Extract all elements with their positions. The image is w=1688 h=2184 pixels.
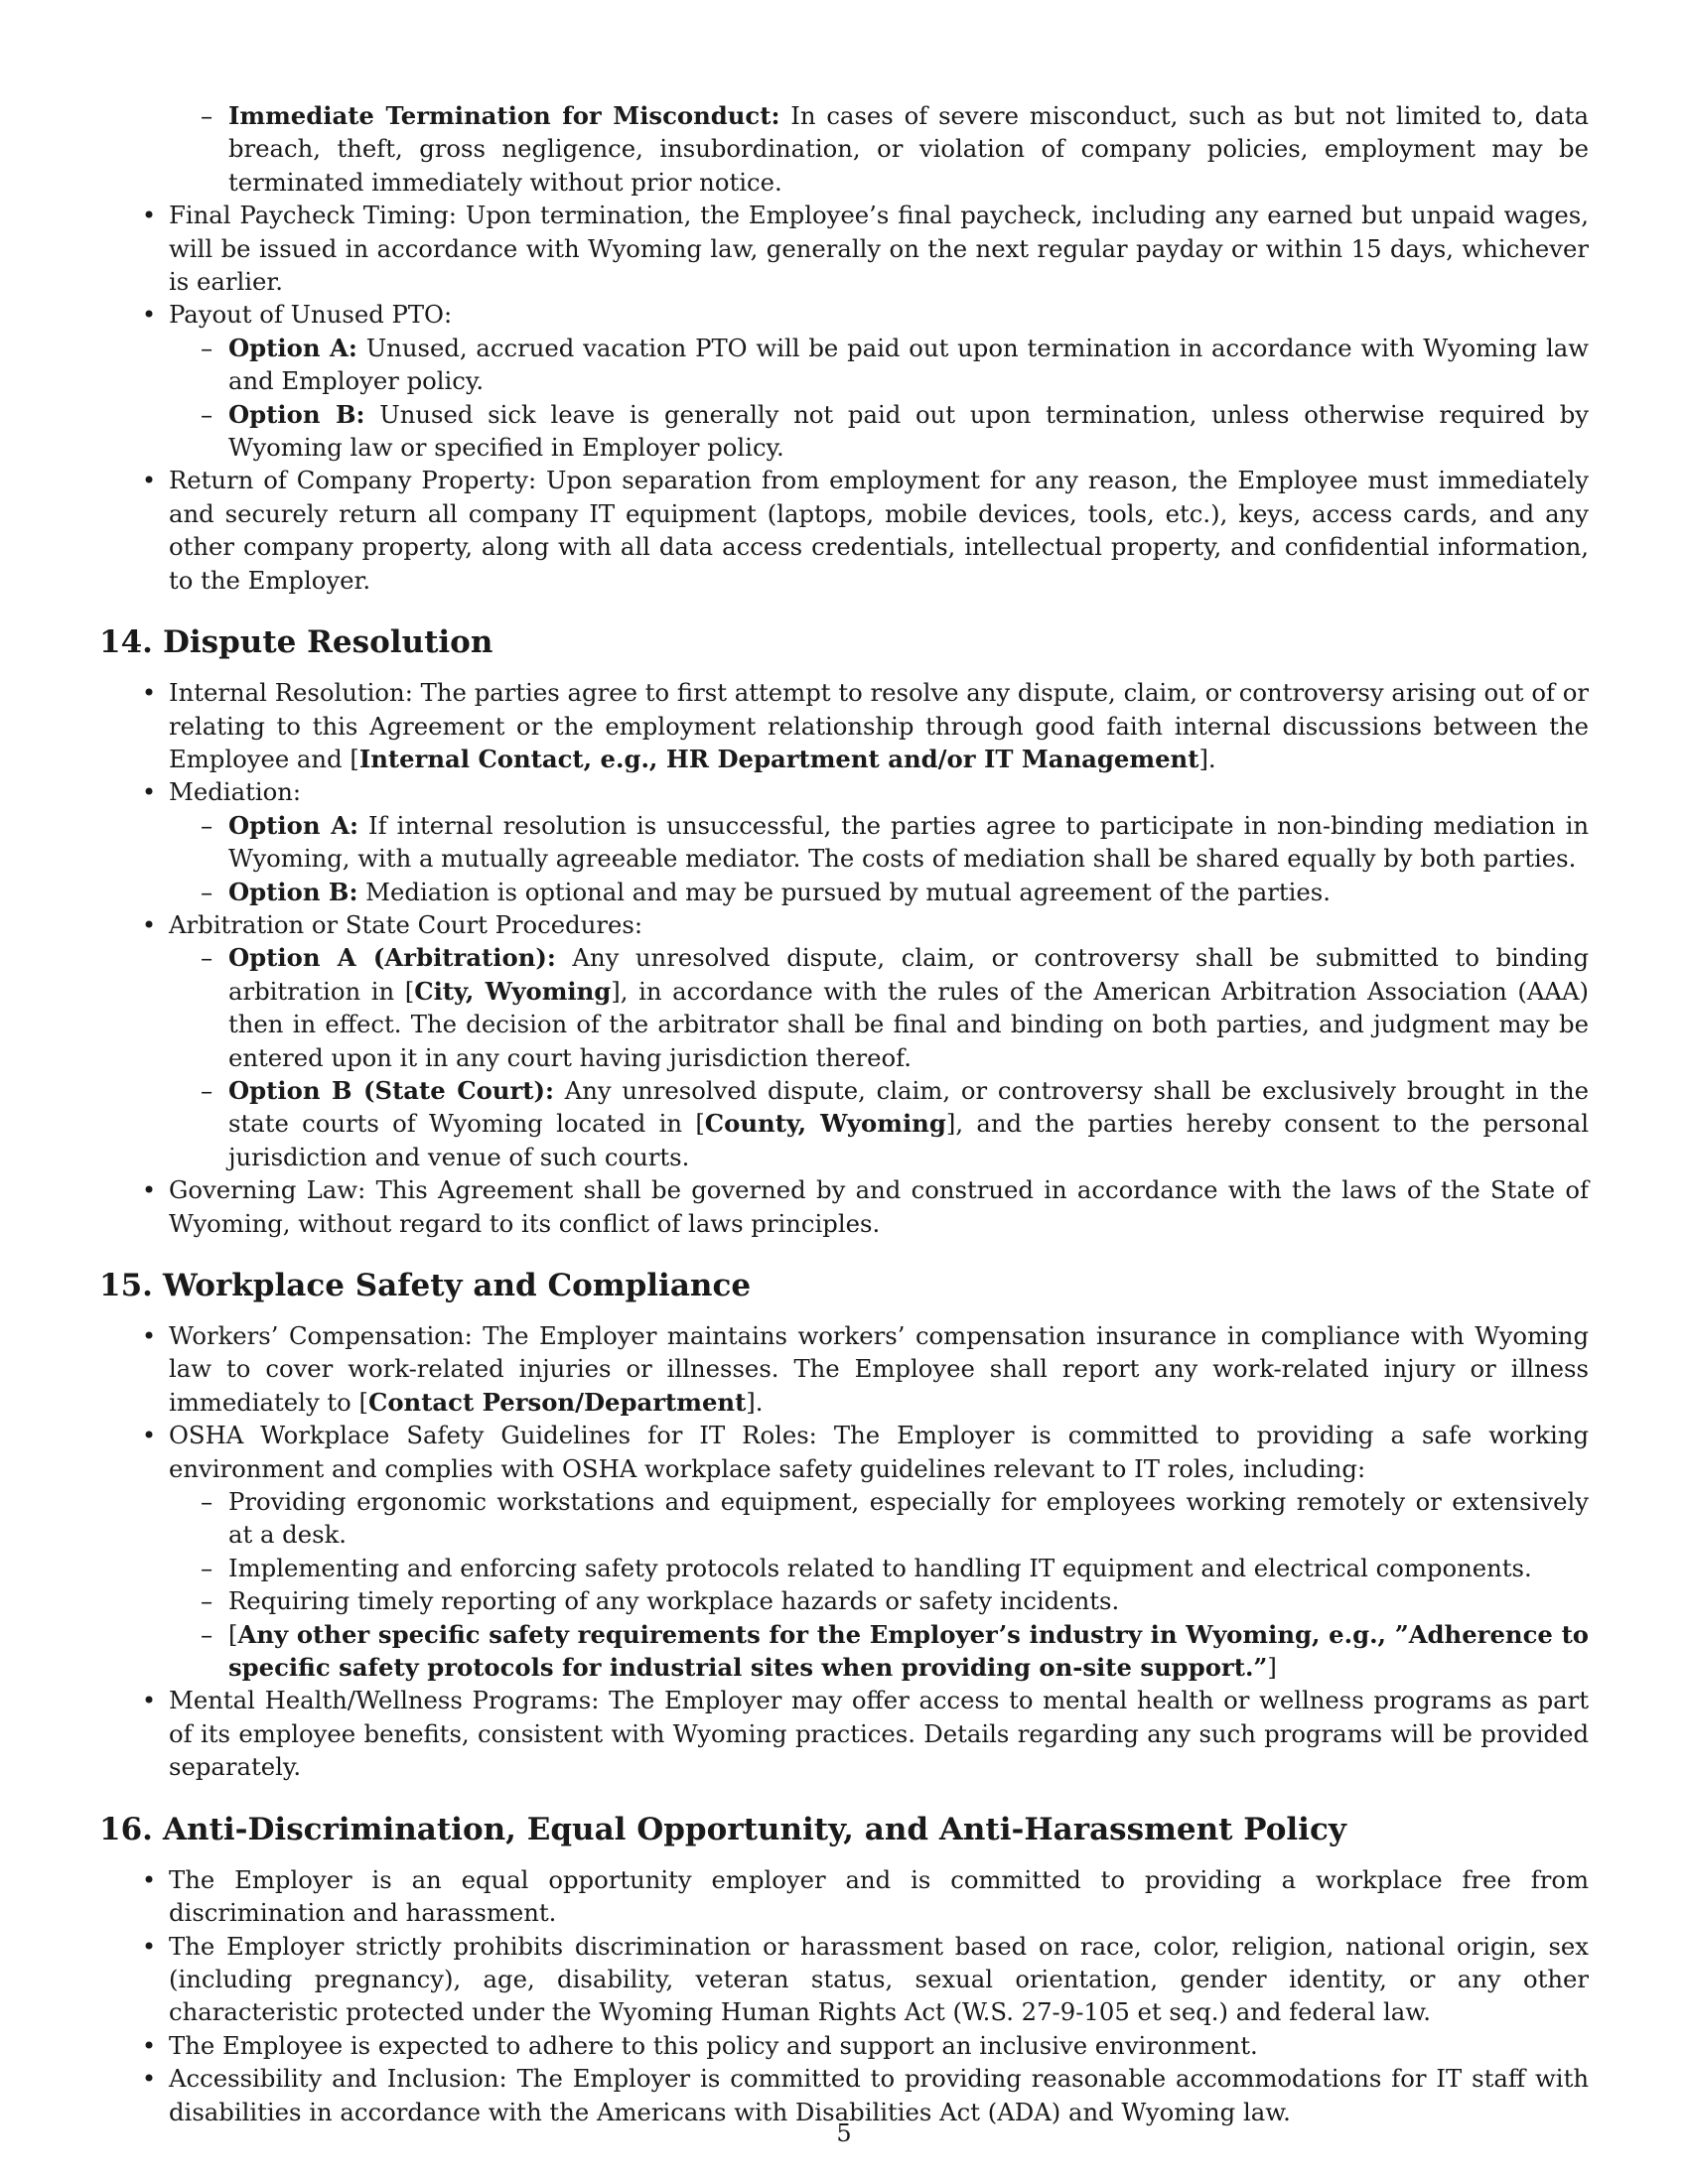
- text-run: Requiring timely reporting of any workplace hazards or safety incidents.: [228, 1586, 1120, 1616]
- section-number: 14.: [99, 624, 153, 661]
- page-number: 5: [836, 2119, 852, 2147]
- text-run: ], and the parties hereby consent to the personal jurisdiction and venue of such courts.: [228, 1109, 1589, 1171]
- bullet-marker: •: [141, 1864, 157, 1894]
- bold-text: Internal Contact, e.g., HR Department and/or IT Management: [358, 744, 1199, 773]
- section-16: [99, 1810, 1589, 2128]
- list-item: [99, 775, 1589, 908]
- dash-marker: –: [201, 101, 213, 130]
- text-run: ].: [1198, 744, 1216, 773]
- section-15: [99, 1266, 1589, 1784]
- text-run: OSHA Workplace Safety Guidelines for IT Roles: The Employer is committed to providing a safe working environment and complies with OSHA workplace safety guidelines relevant to IT roles, including:: [169, 1421, 1589, 1483]
- document-page: [99, 99, 1589, 2128]
- sub-item: [169, 398, 1589, 465]
- text-run: Any unresolved dispute, claim, or controversy shall be submitted to binding arbitration in [: [228, 943, 1590, 1006]
- sub-item: [169, 1485, 1589, 1552]
- section-title: Workplace Safety and Compliance: [163, 1268, 752, 1303]
- text-run: Mediation is optional and may be pursued by mutual agreement of the parties.: [357, 877, 1332, 906]
- section-title: Anti-Discrimination, Equal Opportunity, and Anti-Harassment Policy: [163, 1811, 1346, 1847]
- item-text: Return of Company Property: Upon separation from employment for any reason, the Employee must immediately and securely return all company IT equipment (laptops, mobile devices, tools, etc.), keys, access cards, and any other company property, along with all data access credentials, intellectual property, and confidential information, to the Employer.: [169, 466, 1589, 595]
- text-run: Internal Resolution: The parties agree to first attempt to resolve any dispute, claim, or controversy arising out of or relating to this Agreement or the employment relationship through good faith internal discussions between the Employee and [: [169, 678, 1589, 773]
- list-item: [99, 1863, 1589, 1930]
- text-run: Mental Health/Wellness Programs: The Employer may offer access to mental health or wellness programs as part of its employee benefits, consistent with Wyoming practices. Details regarding any such programs will be provided separately.: [169, 1686, 1589, 1782]
- item-text: Final Paycheck Timing: Upon termination, the Employee’s final paycheck, including any earned but unpaid wages, will be issued in accordance with Wyoming law, generally on the next regular payday or within 15 days, whichever is earlier.: [169, 201, 1589, 297]
- sub-item: [169, 1074, 1589, 1173]
- dash-marker: –: [201, 810, 213, 840]
- list-item: [99, 676, 1589, 775]
- sub-item-label: Option B:: [228, 399, 365, 429]
- bold-text: Option A:: [228, 810, 359, 840]
- text-run: Any unresolved dispute, claim, or controversy shall be exclusively brought in the state courts of Wyoming located in [: [228, 1075, 1589, 1139]
- sub-item: [169, 1552, 1589, 1584]
- bullet-list: [99, 99, 1589, 597]
- bullet-list: [99, 676, 1589, 1240]
- bullet-marker: •: [141, 2030, 157, 2060]
- bullet-marker: •: [141, 1931, 157, 1961]
- sub-item-label: Immediate Termination for Misconduct:: [228, 101, 780, 130]
- sub-list: [169, 99, 1589, 199]
- text-run: Accessibility and Inclusion: The Employer is committed to providing reasonable accommodations for IT staff with disabilities in accordance with the Americans with Disabilities Act (ADA) and Wyoming law.: [169, 2064, 1589, 2126]
- list-item: [99, 2062, 1589, 2128]
- section-number: 16.: [99, 1811, 153, 1847]
- list-item: [99, 1684, 1589, 1783]
- bullet-marker: •: [141, 1421, 157, 1450]
- sub-item: [169, 941, 1589, 1074]
- section-heading: [99, 1810, 1589, 1849]
- sub-list: [169, 332, 1589, 465]
- sub-list: [169, 809, 1589, 908]
- sub-list: [169, 1485, 1589, 1684]
- bullet-marker: •: [141, 1321, 157, 1350]
- list-item: [99, 199, 1589, 298]
- sub-item: [169, 809, 1589, 876]
- sub-item-text: Unused sick leave is generally not paid out upon termination, unless otherwise required by Wyoming law or specified in Employer policy.: [228, 399, 1589, 463]
- sub-item: [169, 332, 1589, 398]
- section-title: Dispute Resolution: [163, 624, 493, 661]
- dash-marker: –: [201, 877, 213, 906]
- bullet-marker: •: [141, 300, 157, 330]
- sub-item-text: Unused, accrued vacation PTO will be paid out upon termination in accordance with Wyoming law and Employer policy.: [228, 333, 1589, 396]
- bold-text: Contact Person/Department: [368, 1387, 747, 1417]
- dash-marker: –: [201, 1487, 213, 1517]
- dash-marker: –: [201, 1586, 213, 1616]
- list-item: [99, 908, 1589, 1173]
- bullet-marker: •: [141, 1175, 157, 1205]
- bullet-marker: •: [141, 909, 157, 939]
- item-text: Payout of Unused PTO:: [169, 300, 453, 330]
- text-run: Governing Law: This Agreement shall be governed by and construed in accordance with the laws of the State of Wyoming, without regard to its conflict of laws principles.: [169, 1175, 1589, 1238]
- sub-item: [169, 1584, 1589, 1617]
- bullet-marker: •: [141, 1686, 157, 1715]
- sub-item-label: Option A:: [228, 333, 357, 362]
- bold-text: Option A (Arbitration):: [228, 943, 556, 973]
- text-run: ]: [1267, 1653, 1277, 1683]
- sub-list: [169, 941, 1589, 1173]
- text-run: If internal resolution is unsuccessful, the parties agree to participate in non-binding mediation in Wyoming, with a mutually agreeable mediator. The costs of mediation shall be shared equally by both parties.: [228, 810, 1589, 874]
- list-item: [99, 1319, 1589, 1419]
- bullet-list: [99, 1319, 1589, 1784]
- text-run: Arbitration or State Court Procedures:: [169, 909, 643, 939]
- list-item: [99, 1173, 1589, 1240]
- text-run: Providing ergonomic workstations and equipment, especially for employees working remotely or extensively at a desk.: [228, 1487, 1589, 1550]
- text-run: Mediation:: [169, 777, 302, 807]
- text-run: The Employer is an equal opportunity employer and is committed to providing a workplace free from discrimination and harassment.: [169, 1864, 1589, 1928]
- bullet-marker: •: [141, 678, 157, 708]
- section-heading: [99, 622, 1589, 662]
- list-item: [99, 1930, 1589, 2029]
- sub-item: [169, 99, 1589, 199]
- termination-continuation: [99, 99, 1589, 597]
- bullet-marker: •: [141, 466, 157, 495]
- section-number: 15.: [99, 1268, 153, 1303]
- bold-text: City, Wyoming: [414, 976, 612, 1006]
- bullet-marker: •: [141, 2064, 157, 2094]
- bullet-marker: •: [141, 777, 157, 807]
- list-item: [99, 464, 1589, 597]
- dash-marker: –: [201, 333, 213, 362]
- bold-text: Option B (State Court):: [228, 1075, 554, 1105]
- bold-text: County, Wyoming: [704, 1109, 946, 1139]
- list-item: [99, 2029, 1589, 2062]
- text-run: Implementing and enforcing safety protocols related to handling IT equipment and electrical components.: [228, 1553, 1532, 1582]
- bold-text: Option B:: [228, 877, 358, 906]
- dash-marker: –: [201, 1553, 213, 1582]
- text-run: The Employee is expected to adhere to this policy and support an inclusive environment.: [169, 2030, 1258, 2060]
- text-run: Workers’ Compensation: The Employer maintains workers’ compensation insurance in compliance with Wyoming law to cover work-related injuries or illnesses. The Employee shall report any work-related injury or illness immediately to [: [169, 1321, 1589, 1417]
- sub-item: [169, 876, 1589, 908]
- section-14: [99, 622, 1589, 1240]
- list-item: [99, 99, 1589, 199]
- text-run: ].: [746, 1387, 764, 1417]
- sub-item-text: In cases of severe misconduct, such as but not limited to, data breach, theft, gross negligence, insubordination, or violation of company policies, employment may be terminated immediately without prior notice.: [228, 101, 1589, 197]
- text-run: The Employer strictly prohibits discrimination or harassment based on race, color, religion, national origin, sex (including pregnancy), age, disability, veteran status, sexual orientation, gender identity, or any other characteristic protected under the Wyoming Human Rights Act (W.S. 27-9-105 et seq.) and federal law.: [169, 1931, 1589, 2027]
- list-item: [99, 298, 1589, 464]
- bullet-list: [99, 1863, 1589, 2128]
- bullet-marker: •: [141, 201, 157, 230]
- text-run: ], in accordance with the rules of the American Arbitration Association (AAA) then in effect. The decision of the arbitrator shall be final and binding on both parties, and judgment may be entered upon it in any court having jurisdiction thereof.: [228, 976, 1589, 1072]
- dash-marker: –: [201, 943, 213, 973]
- sub-item: [169, 1618, 1589, 1685]
- dash-marker: –: [201, 399, 213, 429]
- dash-marker: –: [201, 1619, 213, 1649]
- bold-text: Any other specific safety requirements for the Employer’s industry in Wyoming, e.g., ”Adherence to specific safety protocols for industrial sites when providing on-site support.”: [228, 1619, 1589, 1683]
- sections-container: [99, 622, 1589, 2128]
- list-item: [99, 1419, 1589, 1684]
- section-heading: [99, 1266, 1589, 1305]
- text-run: [: [228, 1619, 238, 1649]
- dash-marker: –: [201, 1075, 213, 1105]
